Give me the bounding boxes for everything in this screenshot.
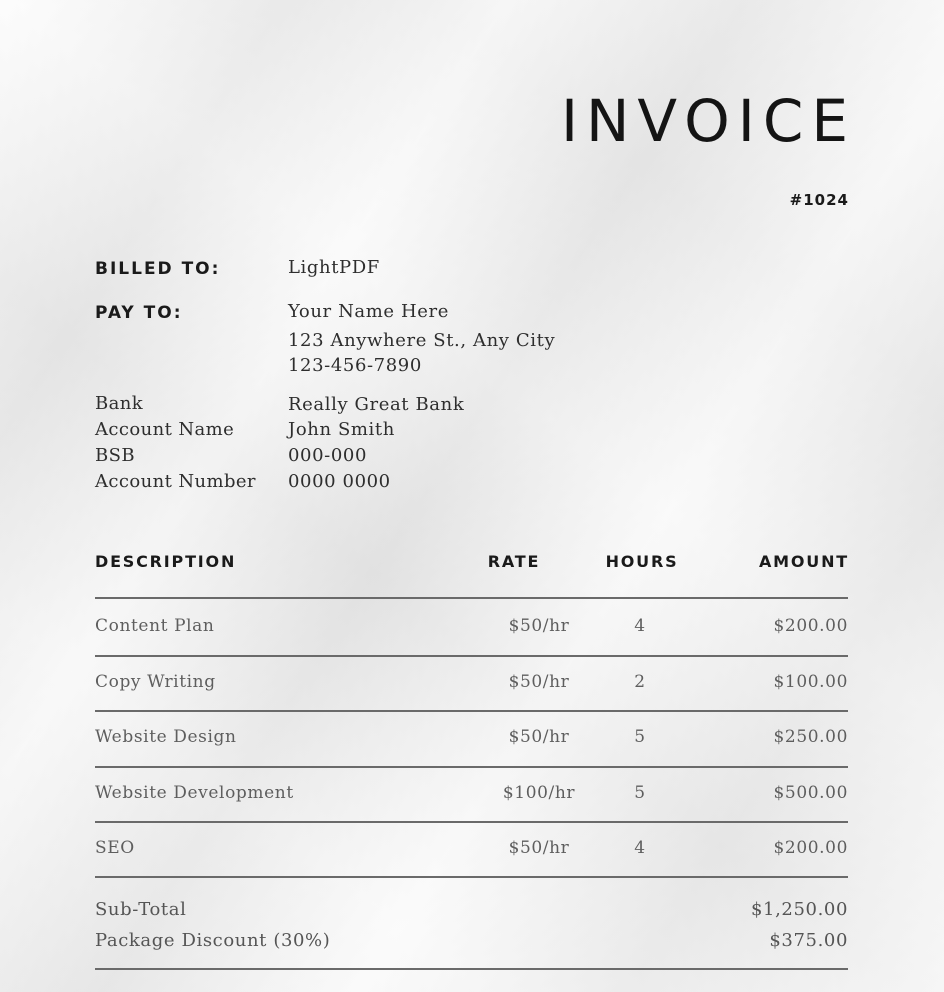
pay-to-label: PAY TO: bbox=[95, 303, 183, 323]
totals-divider bbox=[95, 968, 848, 970]
discount-value: $375.00 bbox=[769, 930, 848, 951]
col-header-rate: RATE bbox=[487, 552, 541, 571]
table-row bbox=[95, 672, 848, 702]
billed-to-label: BILLED TO: bbox=[95, 259, 221, 279]
bsb-value: 000-000 bbox=[288, 445, 367, 466]
row-description: Content Plan bbox=[95, 616, 215, 636]
bank-value: Really Great Bank bbox=[288, 394, 465, 415]
row-description: Website Design bbox=[95, 727, 237, 747]
billed-to-value: LightPDF bbox=[288, 257, 380, 278]
pay-to-phone: 123-456-7890 bbox=[288, 355, 422, 376]
row-amount: $200.00 bbox=[773, 838, 848, 858]
col-header-hours: HOURS bbox=[605, 552, 679, 571]
row-description: Website Development bbox=[95, 783, 294, 803]
table-row bbox=[95, 838, 848, 868]
table-divider bbox=[95, 655, 848, 657]
row-hours: 2 bbox=[634, 672, 646, 692]
table-divider bbox=[95, 710, 848, 712]
row-rate: $50/hr bbox=[508, 727, 570, 747]
subtotal-value: $1,250.00 bbox=[750, 899, 848, 920]
row-hours: 4 bbox=[634, 616, 646, 636]
table-divider bbox=[95, 876, 848, 878]
subtotal-label: Sub-Total bbox=[95, 899, 187, 920]
bank-key: Bank bbox=[95, 393, 144, 414]
table-row bbox=[95, 616, 848, 646]
row-amount: $200.00 bbox=[773, 616, 848, 636]
row-amount: $100.00 bbox=[773, 672, 848, 692]
discount-label: Package Discount (30%) bbox=[95, 930, 331, 951]
invoice-number: #1024 bbox=[789, 191, 849, 209]
row-description: SEO bbox=[95, 838, 135, 858]
bsb-key: BSB bbox=[95, 445, 135, 466]
col-header-description: DESCRIPTION bbox=[95, 552, 237, 571]
row-description: Copy Writing bbox=[95, 672, 216, 692]
pay-to-name: Your Name Here bbox=[288, 301, 450, 322]
account-name-value: John Smith bbox=[288, 419, 395, 440]
pay-to-address: 123 Anywhere St., Any City bbox=[288, 330, 556, 351]
table-divider bbox=[95, 766, 848, 768]
account-number-value: 0000 0000 bbox=[288, 471, 391, 492]
invoice-title: INVOICE bbox=[560, 87, 856, 155]
table-divider bbox=[95, 821, 848, 823]
row-rate: $100/hr bbox=[502, 783, 576, 803]
row-hours: 5 bbox=[634, 783, 646, 803]
row-amount: $250.00 bbox=[773, 727, 848, 747]
table-divider bbox=[95, 597, 848, 599]
row-rate: $50/hr bbox=[508, 672, 570, 692]
row-rate: $50/hr bbox=[508, 616, 570, 636]
row-rate: $50/hr bbox=[508, 838, 570, 858]
account-name-key: Account Name bbox=[95, 419, 235, 440]
table-row bbox=[95, 783, 848, 813]
row-hours: 5 bbox=[634, 727, 646, 747]
row-hours: 4 bbox=[634, 838, 646, 858]
table-row bbox=[95, 727, 848, 757]
col-header-amount: AMOUNT bbox=[758, 552, 849, 571]
row-amount: $500.00 bbox=[773, 783, 848, 803]
account-number-key: Account Number bbox=[95, 471, 256, 492]
